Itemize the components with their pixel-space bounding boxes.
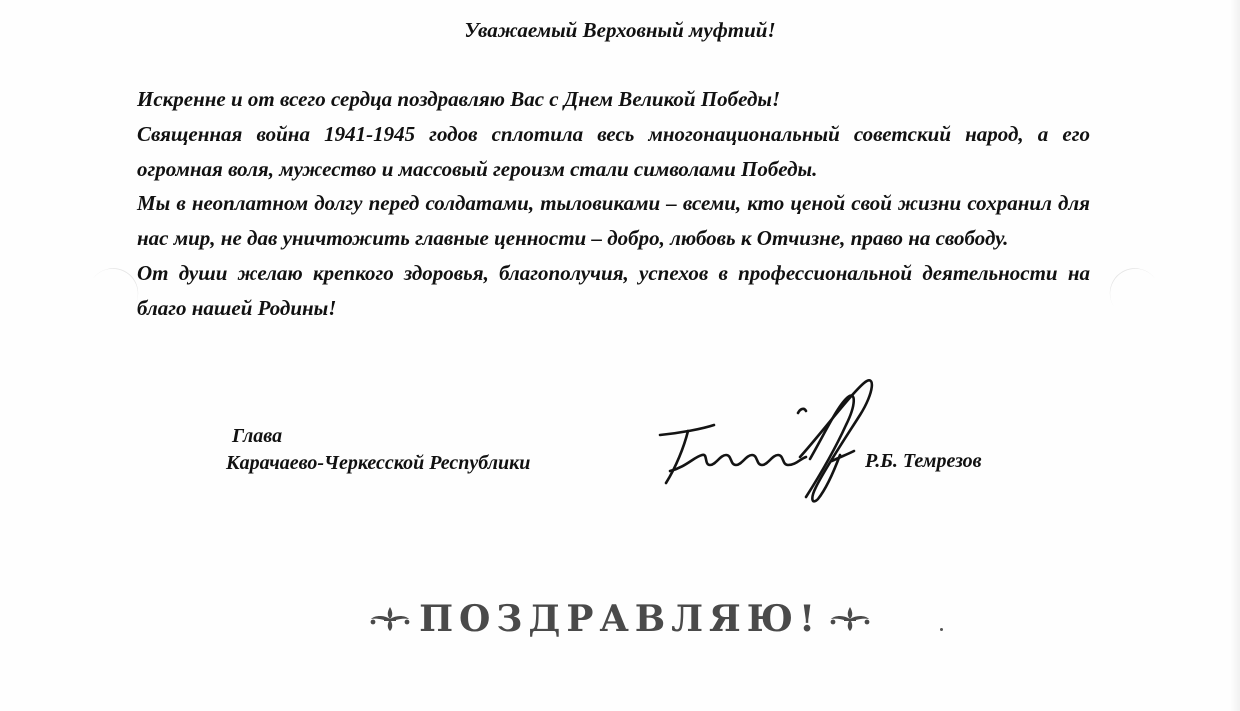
letter-body: [137, 82, 1090, 326]
body-paragraph-wishes: От души желаю крепкого здоровья, благополучия, успехов в профессиональной деятельности на благо нашей Родины!: [137, 260, 1090, 320]
signer-role-title: Глава: [232, 425, 283, 447]
fleur-de-lis-icon: [827, 605, 873, 633]
punch-hole-mark-right: [1100, 258, 1170, 328]
footer-congratulation: ПОЗДРАВЛЯЮ!: [419, 598, 821, 640]
body-paragraph-war: Священная война 1941-1945 годов сплотила весь многонациональный советский народ, а его огромная воля, мужество и массовый героизм стали символами Победы.: [137, 121, 1090, 181]
signer-name: Р.Б. Темрезов: [865, 450, 982, 472]
handwritten-signature: [650, 375, 880, 510]
fleur-de-lis-icon: [367, 605, 413, 633]
body-paragraph-greeting: Искренне и от всего сердца поздравляю Вас с Днем Великой Победы!: [137, 87, 781, 111]
letter-salutation: Уважаемый Верховный муфтий!: [464, 18, 776, 42]
signer-role-region: Карачаево-Черкесской Республики: [226, 452, 531, 474]
body-paragraph-gratitude: Мы в неоплатном долгу перед солдатами, тыловиками – всеми, кто ценой свой жизни сохранил для нас мир, не дав уничтожить главные ценности – добро, любовь к Отчизне, право на свободу.: [137, 191, 1090, 251]
footer-banner: [0, 598, 1240, 640]
paper-speck: [940, 628, 943, 631]
